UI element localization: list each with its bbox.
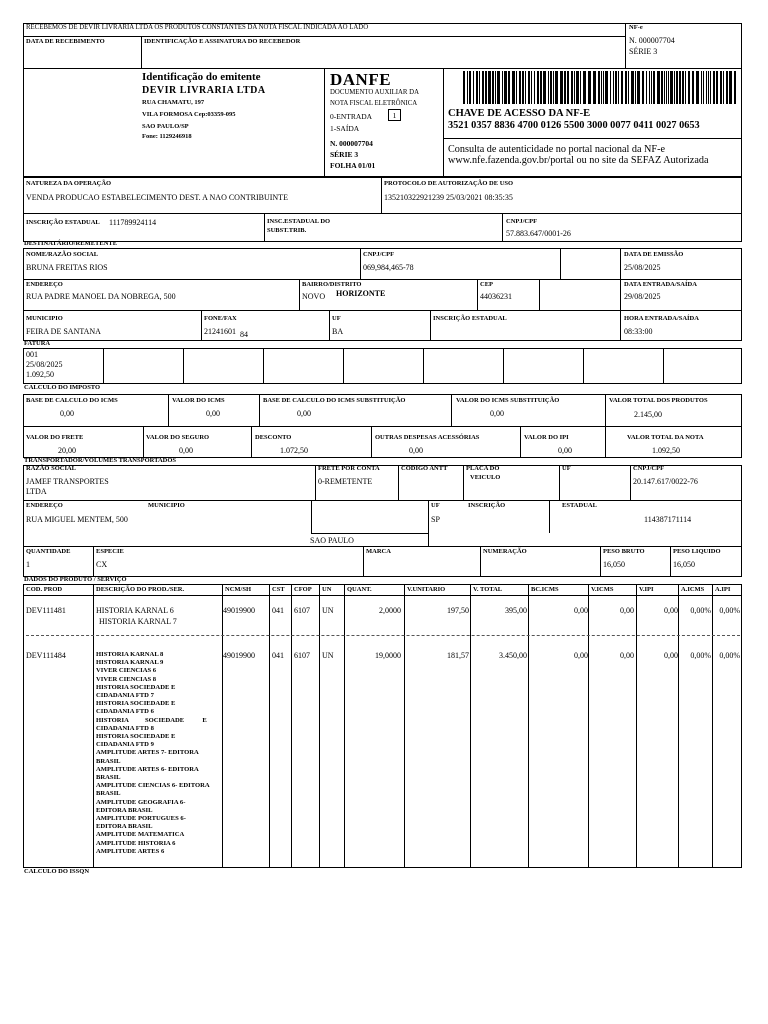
dest-municipio-label: MUNICIPIO: [26, 315, 63, 322]
v-st-label: VALOR DO ICMS SUBSTITUIÇÃO: [456, 397, 560, 404]
fatura-section: FATURA: [24, 340, 51, 347]
emitente-bairro: VILA FORMOSA Cep:03359-095: [142, 111, 236, 118]
dest-nome-label: NOME/RAZÃO SOCIAL: [26, 251, 99, 258]
item-2-desc-line: AMPLITUDE ARTES 6- EDITORA: [96, 765, 199, 773]
v-icms-label: VALOR DO ICMS: [172, 397, 225, 404]
transp-municipio-label: MUNICIPIO: [148, 502, 185, 509]
item-2-desc-line: AMPLITUDE ARTES 7- EDITORA: [96, 749, 199, 757]
emitente-cnpj-label: CNPJ/CPF: [506, 218, 538, 225]
transp-uf2-label: UF: [431, 502, 440, 509]
bc-st-label: BASE DE CALCULO DO ICMS SUBSTITUIÇÃO: [263, 397, 406, 404]
receipt-date-label: DATA DE RECEBIMENTO: [26, 38, 105, 45]
dest-nome-value: BRUNA FREITAS RIOS: [26, 263, 108, 272]
transp-frete-label: FRETE POR CONTA: [318, 465, 380, 472]
destinatario-section: DESTINATÁRIO/REMETENTE: [24, 240, 118, 247]
item-2-desc-line: HISTORIA KARNAL 8: [96, 651, 164, 658]
header-aicms: A.ICMS: [681, 586, 705, 593]
transp-numeracao-label: NUMERAÇÃO: [483, 548, 527, 555]
transp-frete-value: 0-REMETENTE: [318, 477, 373, 486]
dest-ie-label: INSCRIÇÃO ESTADUAL: [433, 315, 507, 322]
item-2-desc-line: CIDADANIA FTD 6: [96, 708, 154, 716]
transp-antt-label: CODIGO ANTT: [401, 465, 448, 472]
item-1-vtotal: 395,00: [505, 606, 527, 615]
item-2-desc-line: AMPLITUDE HISTORIA 6: [96, 839, 176, 847]
transp-peso-bruto-value: 16,050: [603, 560, 625, 569]
imposto-section: CALCULO DO IMPOSTO: [24, 384, 101, 391]
item-2-desc-line: HISTORIA SOCIEDADE E: [96, 733, 176, 741]
consulta-line-1: Consulta de autenticidade no portal nacional da NF-e: [448, 144, 665, 155]
operacao-block: [23, 177, 742, 242]
header-ncm: NCM/SH: [225, 586, 251, 593]
item-1-ncm: 49019900: [223, 606, 255, 615]
item-2-desc-line: HISTORIA SOCIEDADE E: [96, 700, 176, 708]
v-nota-label: VALOR TOTAL DA NOTA: [627, 434, 704, 441]
canhoto-nfe-serie: SÉRIE 3: [629, 47, 658, 56]
transp-endereco-label: ENDEREÇO: [26, 502, 63, 509]
header-cod: COD. PROD: [26, 586, 63, 593]
danfe-number: N. 000007704: [330, 139, 373, 148]
item-2-ncm: 49019900: [223, 651, 255, 660]
danfe-folha: FOLHA 01/01: [330, 161, 376, 170]
ipi-label: VALOR DO IPI: [524, 434, 569, 441]
fatura-value: 1.092,50: [26, 370, 54, 379]
receiver-signature-label: IDENTIFICAÇÃO E ASSINATURA DO RECEBEDOR: [144, 38, 301, 45]
item-2-desc-line: CIDADANIA FTD 9: [96, 741, 154, 749]
row-separator: [26, 635, 740, 636]
item-2-desc-line: AMPLITUDE CIENCIAS 6- EDITORA: [96, 782, 210, 790]
emitente-heading: Identificação do emitente: [142, 71, 261, 83]
barcode-image: [463, 71, 739, 104]
danfe-type-box: 1: [388, 109, 401, 121]
transp-placa-label-2: VEICULO: [470, 474, 501, 481]
header-aipi: A.IPI: [715, 586, 731, 593]
item-1-un: UN: [322, 606, 334, 615]
bc-st-value: 0,00: [297, 409, 311, 418]
header-vipi: V.IPI: [639, 586, 654, 593]
transp-uf2-value: SP: [431, 515, 440, 524]
item-1-aicms: 0,00%: [690, 606, 711, 615]
danfe-entrada: 0-ENTRADA: [330, 112, 373, 121]
item-2-description: [96, 651, 210, 856]
item-2-desc-line: AMPLITUDE PORTUGUES 6-: [96, 815, 186, 823]
header-vtotal: V. TOTAL: [473, 586, 503, 593]
item-2-desc-line: BRASIL: [96, 774, 121, 782]
header-quant: QUANT.: [347, 586, 372, 593]
canhoto-nfe-number: N. 000007704: [629, 36, 675, 45]
transp-cnpj-value: 20.147.617/0022-76: [633, 477, 698, 486]
emitente-cnpj-value: 57.883.647/0001-26: [506, 229, 571, 238]
dest-cnpj-label: CNPJ/CPF: [363, 251, 395, 258]
protocolo-label: PROTOCOLO DE AUTORIZAÇÃO DE USO: [384, 180, 514, 187]
item-2-vunit: 181,57: [447, 651, 469, 660]
transp-especie-value: CX: [96, 560, 108, 569]
transp-razao-label: RAZÃO SOCIAL: [26, 465, 77, 472]
transp-ie-value: 114387171114: [644, 515, 692, 524]
item-2-bc: 0,00: [574, 651, 588, 660]
transp-estadual-label: ESTADUAL: [562, 502, 597, 509]
item-2-vicms: 0,00: [620, 651, 634, 660]
header-descricao: DESCRIÇÃO DO PROD./SER.: [96, 586, 185, 593]
dest-cep-value: 44036231: [480, 292, 512, 301]
item-2-desc-line: VIVER CIENCIAS 6: [96, 667, 157, 675]
transp-qtd-value: 1: [26, 560, 30, 569]
bc-icms-label: BASE DE CALCULO DO ICMS: [26, 397, 118, 404]
item-2-cod: DEV111484: [26, 651, 66, 660]
emitente-address: RUA CHAMATU, 197: [142, 99, 205, 106]
item-2-desc-line: VIVER CIENCIAS 8: [96, 675, 157, 683]
fatura-block: [23, 348, 742, 384]
header-vunitario: V.UNITARIO: [407, 586, 446, 593]
v-icms-value: 0,00: [206, 409, 220, 418]
item-2-cst: 041: [272, 651, 284, 660]
item-2-desc-line: AMPLITUDE MATEMATICA: [96, 831, 185, 839]
danfe-serie: SÉRIE 3: [330, 150, 359, 159]
natureza-value: VENDA PRODUCAO ESTABELECIMENTO DEST. A NAO CONTRIBUINTE: [26, 193, 288, 202]
v-nota-value: 1.092,50: [652, 446, 680, 455]
transp-peso-bruto-label: PESO BRUTO: [603, 548, 645, 555]
item-2-desc-line: HISTORIA KARNAL 9: [96, 659, 164, 667]
chave-value: 3521 0357 8836 4700 0126 5500 3000 0077 0411 0027 0653: [448, 120, 700, 131]
dest-bairro-value-2: HORIZONTE: [336, 289, 386, 298]
consulta-line-2: www.nfe.fazenda.gov.br/portal ou no site da SEFAZ Autorizada: [448, 155, 709, 166]
item-1-vipi: 0,00: [664, 606, 678, 615]
desconto-value: 1.072,50: [280, 446, 308, 455]
danfe-subtitle-1: DOCUMENTO AUXILIAR DA: [330, 89, 419, 96]
item-2-desc-line: EDITORA BRASIL: [96, 806, 153, 814]
header-vicms: V.ICMS: [591, 586, 614, 593]
dest-cnpj-value: 069,984,465-78: [363, 263, 414, 272]
item-2-quant: 19,0000: [375, 651, 401, 660]
transp-municipio-value: SAO PAULO: [310, 536, 354, 545]
item-2-vtotal: 3.450,00: [499, 651, 527, 660]
outras-value: 0,00: [409, 446, 423, 455]
ipi-value: 0,00: [558, 446, 572, 455]
dest-endereco-value: RUA PADRE MANOEL DA NOBREGA, 500: [26, 292, 176, 301]
header-cst: CST: [272, 586, 285, 593]
item-2-desc-line: AMPLITUDE GEOGRAFIA 6-: [96, 798, 186, 806]
dest-bairro-label: BAIRRO/DISTRITO: [302, 281, 362, 288]
dest-fone-value: 21241601: [204, 327, 236, 336]
transp-peso-liquido-label: PESO LIQUIDO: [673, 548, 721, 555]
item-1-desc-1: HISTORIA KARNAL 6: [96, 606, 174, 615]
dest-cep-label: CEP: [480, 281, 493, 288]
item-2-desc-line: CIDADANIA FTD 7: [96, 692, 154, 700]
transp-uf-label: UF: [562, 465, 571, 472]
transp-especie-label: ESPECIE: [96, 548, 124, 555]
transp-endereco-value: RUA MIGUEL MENTEM, 500: [26, 515, 128, 524]
dest-uf-value: BA: [332, 327, 344, 336]
danfe-subtitle-2: NOTA FISCAL ELETRÔNICA: [330, 100, 418, 107]
dest-uf-label: UF: [332, 315, 341, 322]
item-1-vunit: 197,50: [447, 606, 469, 615]
ie-value: 111789924114: [109, 218, 157, 227]
item-2-vipi: 0,00: [664, 651, 678, 660]
item-2-desc-line: BRASIL: [96, 790, 121, 798]
item-2-un: UN: [322, 651, 334, 660]
iest-label-1: INSC.ESTADUAL DO: [267, 218, 331, 225]
dest-bairro-value-1: NOVO: [302, 292, 326, 301]
dest-entrada-value: 29/08/2025: [624, 292, 661, 301]
iest-label-2: SUBST.TRIB.: [267, 227, 307, 234]
transp-razao-value-1: JAMEF TRANSPORTES: [26, 477, 109, 486]
transp-placa-label-1: PLACA DO: [466, 465, 500, 472]
fatura-number: 001: [26, 350, 38, 359]
frete-label: VALOR DO FRETE: [26, 434, 84, 441]
dest-entrada-label: DATA ENTRADA/SAÍDA: [624, 281, 697, 288]
item-2-cfop: 6107: [294, 651, 310, 660]
danfe-title: DANFE: [330, 70, 392, 89]
protocolo-value: 135210322921239 25/03/2021 08:35:35: [384, 193, 513, 202]
item-2-desc-line: EDITORA BRASIL: [96, 823, 153, 831]
header-un: UN: [322, 586, 332, 593]
item-2-desc-line: HISTORIA SOCIEDADE E: [96, 716, 207, 724]
item-2-desc-line: HISTORIA SOCIEDADE E: [96, 683, 176, 691]
item-2-aipi: 0,00%: [719, 651, 740, 660]
v-prod-label: VALOR TOTAL DOS PRODUTOS: [609, 397, 708, 404]
dest-fone-label: FONE/FAX: [204, 315, 237, 322]
transp-cnpj-label: CNPJ/CPF: [633, 465, 665, 472]
transp-peso-liquido-value: 16,050: [673, 560, 695, 569]
item-1-aipi: 0,00%: [719, 606, 740, 615]
item-1-cst: 041: [272, 606, 284, 615]
produtos-section: DADOS DO PRODUTO / SERVIÇO: [24, 576, 127, 583]
transp-qtd-label: QUANTIDADE: [26, 548, 71, 555]
item-1-quant: 2,0000: [379, 606, 401, 615]
ie-label: INSCRIÇÃO ESTADUAL: [26, 219, 100, 226]
header-bcicms: BC.ICMS: [531, 586, 559, 593]
dest-hora-label: HORA ENTRADA/SAÍDA: [624, 315, 699, 322]
canhoto-text: RECEBEMOS DE DEVIR LIVRARIA LTDA OS PRODUTOS CONSTANTES DA NOTA FISCAL INDICADA AO LADO: [26, 24, 369, 31]
transportador-section: TRANSPORTADOR/VOLUMES TRANSPORTADOS: [24, 457, 177, 464]
item-1-cod: DEV111481: [26, 606, 66, 615]
dest-endereco-label: ENDEREÇO: [26, 281, 63, 288]
desconto-label: DESCONTO: [255, 434, 292, 441]
emitente-name: DEVIR LIVRARIA LTDA: [142, 85, 266, 96]
item-1-bc: 0,00: [574, 606, 588, 615]
item-1-desc-2: HISTORIA KARNAL 7: [99, 617, 177, 626]
item-2-desc-line: AMPLITUDE ARTES 6: [96, 847, 165, 855]
emitente-phone: Fone: 1129246918: [142, 133, 192, 140]
v-st-value: 0,00: [490, 409, 504, 418]
seguro-label: VALOR DO SEGURO: [146, 434, 210, 441]
item-1-cfop: 6107: [294, 606, 310, 615]
frete-value: 20,00: [58, 446, 76, 455]
natureza-label: NATUREZA DA OPERAÇÃO: [26, 180, 112, 187]
danfe-saida: 1-SAÍDA: [330, 124, 360, 133]
transp-razao-value-2: LTDA: [26, 487, 47, 496]
transp-insc-label: INSCRIÇÃO: [468, 502, 506, 509]
item-2-desc-line: BRASIL: [96, 757, 121, 765]
transp-marca-label: MARCA: [366, 548, 391, 555]
chave-label: CHAVE DE ACESSO DA NF-E: [448, 108, 591, 119]
fatura-date: 25/08/2025: [26, 360, 63, 369]
bc-icms-value: 0,00: [60, 409, 74, 418]
dest-emissao-value: 25/08/2025: [624, 263, 661, 272]
emitente-city: SAO PAULO/SP: [142, 123, 189, 130]
dest-hora-value: 08:33:00: [624, 327, 653, 336]
outras-label: OUTRAS DESPESAS ACESSÓRIAS: [375, 434, 480, 441]
issqn-section: CALCULO DO ISSQN: [24, 868, 90, 875]
item-1-vicms: 0,00: [620, 606, 634, 615]
dest-emissao-label: DATA DE EMISSÃO: [624, 251, 684, 258]
item-2-aicms: 0,00%: [690, 651, 711, 660]
v-prod-value: 2.145,00: [634, 410, 662, 419]
dest-fone-extra: 84: [240, 330, 248, 339]
dest-municipio-value: FEIRA DE SANTANA: [26, 327, 101, 336]
item-2-desc-line: CIDADANIA FTD 8: [96, 724, 154, 732]
seguro-value: 0,00: [179, 446, 193, 455]
nfe-label: NF-e: [629, 24, 643, 31]
header-cfop: CFOP: [294, 586, 312, 593]
